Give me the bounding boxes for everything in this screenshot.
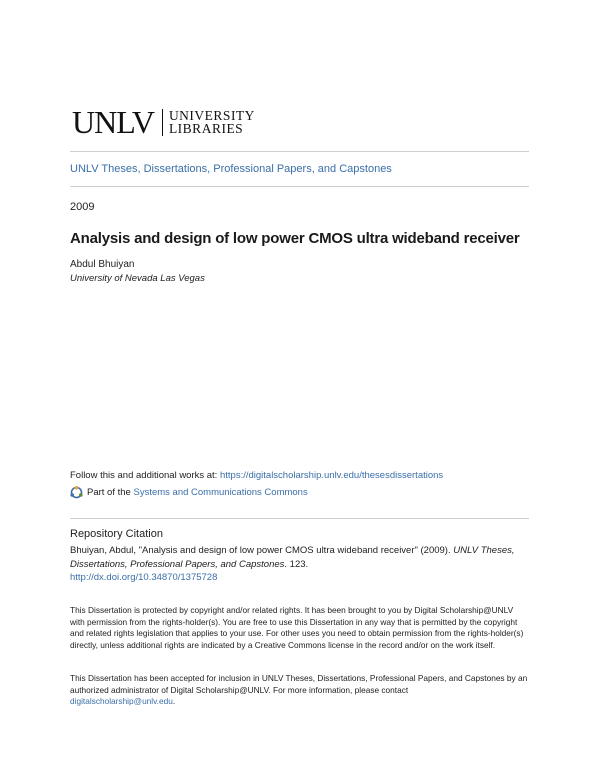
divider-top (70, 151, 529, 152)
commons-link[interactable]: Systems and Communications Commons (133, 487, 308, 498)
citation-plain: Bhuiyan, Abdul, "Analysis and design of low power CMOS ultra wideband receiver" (2009). (70, 545, 454, 556)
doi-link[interactable]: http://dx.doi.org/10.34870/1375728 (70, 572, 218, 583)
part-of-line (70, 486, 308, 499)
rights-statement: This Dissertation is protected by copyright and/or related rights. It has been brought to you by Digital Scholarship@UNLV with permission from the rights-holder(s). You are free to use this Dissertation in any way that is permitted by the copyright and related rights legislation that applies to your use. For other uses you need to obtain permission from the rights-holder(s) directly, unless additional rights are indicated by a Creative Commons license in the record and/or on the work itself. (70, 605, 524, 650)
acceptance-text: This Dissertation has been accepted for inclusion in UNLV Theses, Dissertations, Professional Papers, and Capstones by an authorized administrator of Digital Scholarship@UNLV. For more information, please contact (70, 673, 528, 695)
logo-line-1: UNIVERSITY (168, 108, 255, 123)
acceptance-end: . (172, 696, 176, 706)
logo-line-2: LIBRARIES (168, 121, 244, 136)
citation-text (70, 544, 530, 585)
author-name: Abdul Bhuiyan (70, 259, 135, 270)
follow-line (70, 470, 443, 481)
network-icon (70, 486, 83, 499)
citation-suffix: . 123. (284, 558, 309, 570)
contact-email-link[interactable]: digitalscholarship@unlv.edu (70, 696, 173, 706)
series-url-link[interactable]: https://digitalscholarship.unlv.edu/thesesdissertations (219, 470, 444, 481)
publication-year: 2009 (70, 201, 95, 213)
citation-series: UNLV Theses, Dissertations, Professional Papers, and Capstones (70, 545, 515, 570)
collection-link[interactable]: UNLV Theses, Dissertations, Professional Papers, and Capstones (70, 163, 392, 175)
unlv-libraries-logo (72, 106, 255, 138)
logo-subtitle (169, 106, 255, 135)
logo-unlv-text: UNLV (72, 104, 154, 140)
divider-bottom (70, 186, 529, 187)
follow-prefix: Follow this and additional works at: (70, 470, 220, 481)
acceptance-statement (70, 673, 530, 708)
divider-citation (70, 518, 529, 519)
document-title[interactable]: Analysis and design of low power CMOS ultra wideband receiver (70, 230, 520, 247)
logo-divider (162, 109, 163, 136)
part-of-prefix: Part of the (87, 487, 131, 498)
author-affiliation: University of Nevada Las Vegas (70, 273, 205, 284)
repository-citation-heading: Repository Citation (70, 528, 163, 540)
